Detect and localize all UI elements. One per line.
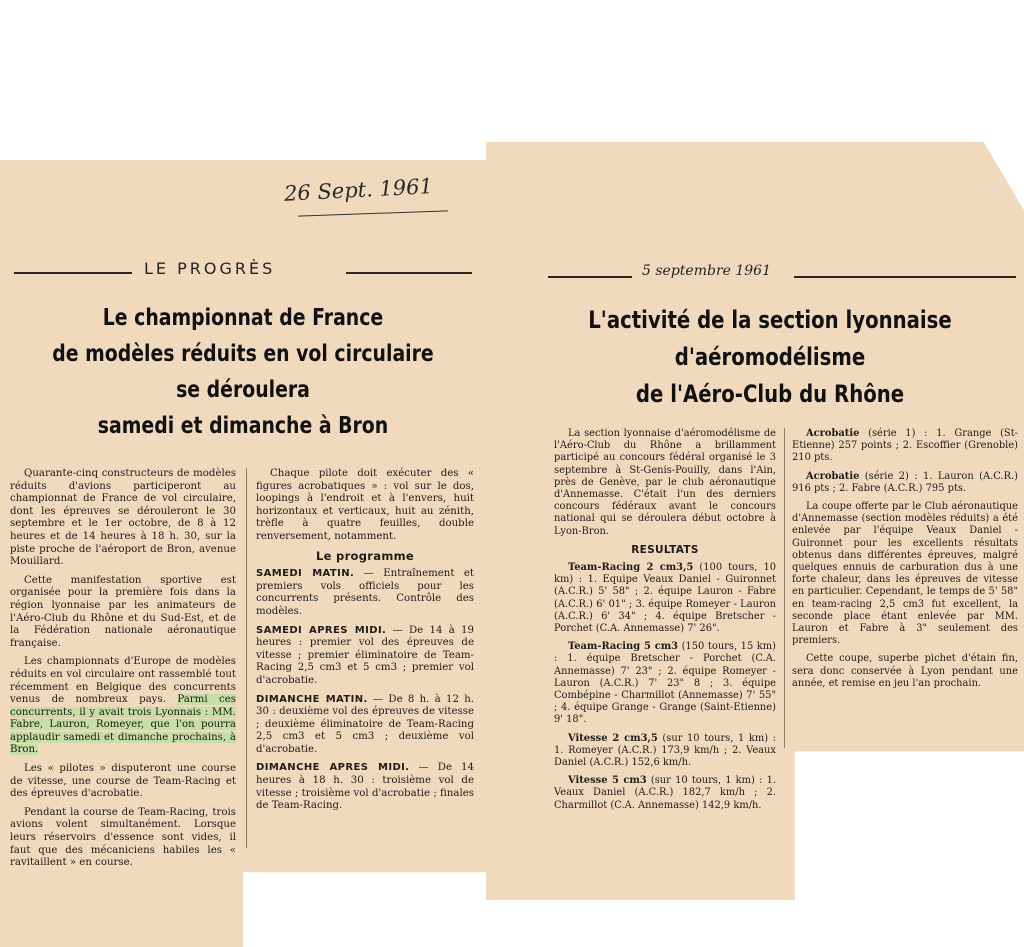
paragraph: Cette manifestation sportive est organisée pour la première fois dans la région lyonnaise par les animateurs de l'Aéro-Club du Rhône et du Sud-Est, et de la Fédération nationale aéronautique française.	[10, 574, 236, 649]
right-column-1	[554, 428, 776, 818]
right-column-divider	[784, 428, 785, 748]
handwritten-date: 26 Sept. 1961	[283, 174, 434, 206]
result-item: Vitesse 5 cm3 (sur 10 tours, 1 km) : 1. Veaux Daniel (A.C.R.) 182,7 km/h ; 2. Charmillot (C.A. Annemasse) 142,9 km/h.	[554, 775, 776, 811]
left-headline	[50, 300, 435, 444]
masthead: LE PROGRÈS	[144, 259, 276, 278]
programme-item: DIMANCHE MATIN. — De 8 h. à 12 h. 30 : deuxième vol des épreuves de vitesse ; deuxième éliminatoire de Team-Racing 2,5 cm3 et 5 cm3 ; deuxième vol d'acrobatie.	[256, 693, 474, 755]
programme-item: SAMEDI MATIN. — Entraînement et premiers vols officiels pour les concurrents présents. Contrôle des modèles.	[256, 568, 474, 617]
left-column-2	[256, 468, 474, 819]
paragraph: Les « pilotes » disputeront une course de vitesse, une course de Team-Racing et des épreuves d'acrobatie.	[10, 763, 236, 800]
left-headline-line: se déroulera	[176, 377, 310, 403]
paragraph: Chaque pilote doit exécuter des « figures acrobatiques » : vol sur le dos, loopings à l'endroit et à l'envers, huit horizontaux et verticaux, huit au zénith, trèfle à quatre feuilles, double renversement, notamment.	[256, 468, 474, 542]
left-headline-line: samedi et dimanche à Bron	[97, 413, 389, 439]
left-headline-line: de modèles réduits en vol circulaire	[52, 341, 434, 367]
date-rule-right	[794, 276, 1016, 278]
masthead-rule-right	[346, 272, 472, 274]
result-item: Team-Racing 2 cm3,5 (100 tours, 10 km) : 1. Equipe Veaux Daniel - Guironnet (A.C.R.) 5' 58" ; 2. équipe Lauron - Fabre (A.C.R.) 6' 01" ; 3. équipe Romeyer - Lauron (A.C.R.) 6' 34" ; 4. équipe Bretscher - Porchet (C.A. Annemasse) 7' 26".	[554, 562, 777, 635]
right-column-2	[792, 428, 1018, 696]
programme-item: SAMEDI APRES MIDI. — De 14 à 19 heures : premier vol des épreuves de vitesse ; premier éliminatoire de Team-Racing 2,5 cm3 et 5 cm3 ; premier vol d'acrobatie.	[256, 624, 475, 686]
masthead-rule-left	[14, 272, 132, 274]
paragraph: Cette coupe, superbe pichet d'étain fin, sera donc conservée à Lyon pendant une année, et remise en jeu l'an prochain.	[792, 653, 1018, 689]
right-headline-line: de l'Aéro-Club du Rhône	[635, 380, 905, 408]
result-item: Team-Racing 5 cm3 (150 tours, 15 km) : 1. équipe Bretscher - Porchet (C.A. Annemasse) 7' 23" ; 2. équipe Romeyer - Lauron (A.C.R.) 7' 23" 8 ; 3. équipe Combépine - Charmillot (Annemasse) 7' 55" ; 4. équipe Grange - Grange (Saint-Etienne) 9' 18".	[554, 641, 777, 726]
programme-item: DIMANCHE APRES MIDI. — De 14 heures à 18 h. 30 : troisième vol de vitesse ; troisième vol d'acrobatie ; finales de Team-Racing.	[256, 762, 474, 812]
date-rule-left	[548, 276, 632, 278]
results-heading: RESULTATS	[631, 543, 699, 556]
left-column-divider	[246, 468, 247, 848]
paragraph: Les championnats d'Europe de modèles réduits en vol circulaire ont rassemblé tout récemment en Belgique des concurrents venus de nombreux pays. Parmi ces concurrents, il y avait trois Lyonnais : MM. Fabre, Lauron, Romeyer, que l'on pourra applaudir samedi et dimanche prochains, à Bron.	[10, 656, 236, 756]
right-headline	[565, 302, 975, 413]
highlighted-text: Parmi ces concurrents, il y avait trois Lyonnais : MM. Fabre, Lauron, Romeyer, que l'on pourra applaudir samedi et dimanche prochains, à Bron.	[10, 694, 236, 756]
left-column-1	[10, 468, 236, 876]
result-item: Acrobatie (série 2) : 1. Lauron (A.C.R.) 916 pts ; 2. Fabre (A.C.R.) 795 pts.	[792, 470, 1018, 494]
clipping-date: 5 septembre 1961	[642, 263, 771, 279]
programme-heading: Le programme	[316, 548, 414, 563]
result-item: Acrobatie (série 1) : 1. Grange (St-Etienne) 257 points ; 2. Escoffier (Grenoble) 210 pts.	[792, 428, 1018, 464]
paragraph: La coupe offerte par le Club aéronautique d'Annemasse (section modèles réduits) a été enlevée par l'équipe Veaux Daniel - Guironnet pour les excellents résultats obtenus dans différentes épreuves, malgré quelques ennuis de carburation dus à une forte chaleur, dans les épreuves de vitesse en particulier. Cependant, le temps de 5' 58" en team-racing 2,5 cm3 fut excellent, la seconde place étant enlevée par MM. Lauron et Fabre à 3" seulement des premiers.	[792, 501, 1018, 647]
paragraph: Quarante-cinq constructeurs de modèles réduits d'avions participeront au championnat de France de vol circulaire, dont les épreuves se dérouleront le 30 septembre et le 1er octobre, de 8 à 12 heures et de 14 heures à 18 h. 30, sur la piste proche de l'aéroport de Bron, avenue Mouillard.	[10, 468, 236, 568]
left-headline-line: Le championnat de France	[102, 305, 384, 331]
paragraph: La section lyonnaise d'aéromodélisme de l'Aéro-Club du Rhône a brillamment participé au concours fédéral organisé le 3 septembre à St-Genis-Pouilly, dans l'Ain, près de Genève, par le club aéronautique d'Annemasse. C'était l'un des derniers concours fédéraux avant le concours national qui se déroulera début octobre à Lyon-Bron.	[554, 428, 776, 537]
result-item: Vitesse 2 cm3,5 (sur 10 tours, 1 km) : 1. Romeyer (A.C.R.) 173,9 km/h ; 2. Veaux Daniel (A.C.R.) 152,6 km/h.	[554, 732, 777, 769]
paragraph: Pendant la course de Team-Racing, trois avions volent simultanément. Lorsque leurs réservoirs d'essence sont vides, il faut que des mécaniciens habiles les « ravitaillent » en course.	[10, 806, 236, 869]
right-headline-line: d'aéromodélisme	[674, 343, 866, 371]
right-headline-line: L'activité de la section lyonnaise	[588, 306, 952, 334]
